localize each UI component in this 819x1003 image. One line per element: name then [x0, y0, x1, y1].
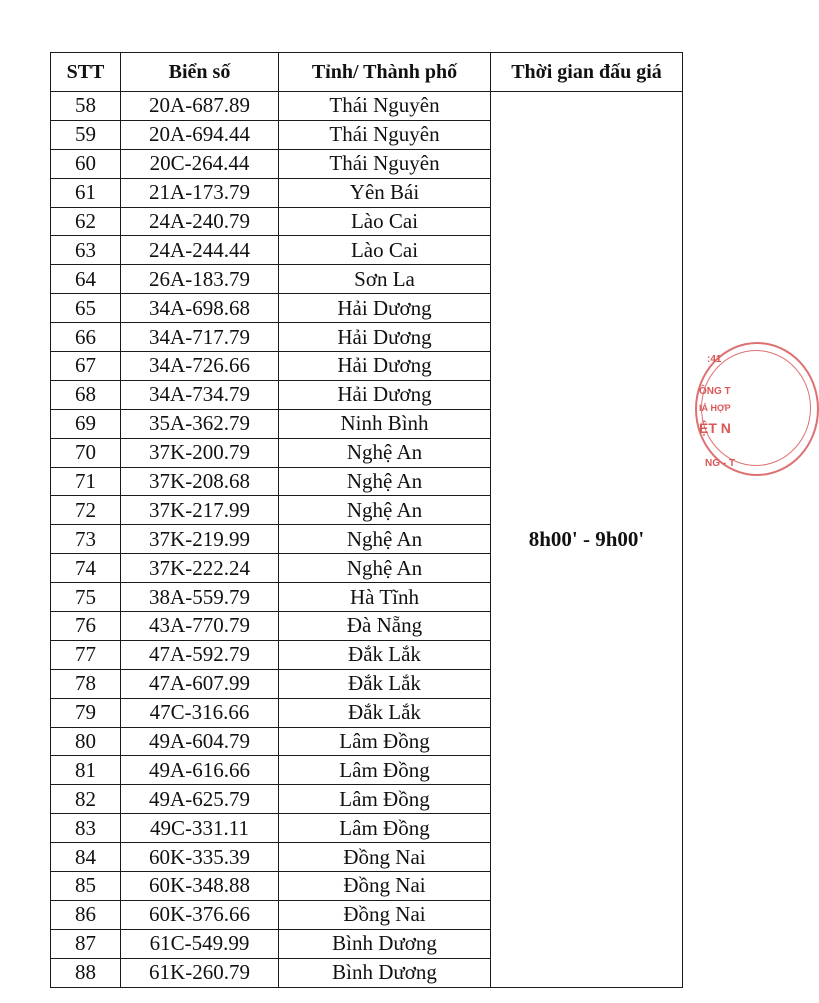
- row-province: Đắk Lắk: [279, 640, 491, 669]
- row-province: Hải Dương: [279, 323, 491, 352]
- row-stt: 74: [51, 554, 121, 583]
- row-stt: 76: [51, 612, 121, 641]
- row-stt: 62: [51, 207, 121, 236]
- row-plate: 34A-726.66: [121, 352, 279, 381]
- row-stt: 67: [51, 352, 121, 381]
- row-plate: 20C-264.44: [121, 149, 279, 178]
- table-header-row: [51, 53, 683, 92]
- row-province: Lâm Đồng: [279, 814, 491, 843]
- header-auction-time: Thời gian đấu giá: [491, 53, 683, 92]
- row-province: Hải Dương: [279, 294, 491, 323]
- row-stt: 73: [51, 525, 121, 554]
- row-plate: 34A-698.68: [121, 294, 279, 323]
- stamp-text: ÔNG T: [699, 386, 731, 397]
- stamp-text: :41: [707, 354, 722, 365]
- row-plate: 37K-208.68: [121, 467, 279, 496]
- row-plate: 35A-362.79: [121, 409, 279, 438]
- row-plate: 60K-335.39: [121, 843, 279, 872]
- row-province: Đồng Nai: [279, 843, 491, 872]
- stamp-text: ỆT N: [699, 420, 731, 436]
- row-province: Đồng Nai: [279, 900, 491, 929]
- row-stt: 59: [51, 120, 121, 149]
- row-stt: 81: [51, 756, 121, 785]
- row-plate: 37K-222.24: [121, 554, 279, 583]
- row-province: Lâm Đồng: [279, 785, 491, 814]
- row-stt: 66: [51, 323, 121, 352]
- row-plate: 49A-616.66: [121, 756, 279, 785]
- row-stt: 80: [51, 727, 121, 756]
- row-plate: 60K-376.66: [121, 900, 279, 929]
- row-stt: 64: [51, 265, 121, 294]
- row-plate: 43A-770.79: [121, 612, 279, 641]
- header-province: Tỉnh/ Thành phố: [279, 53, 491, 92]
- stamp-text: NG - T: [705, 458, 735, 469]
- row-province: Lâm Đồng: [279, 756, 491, 785]
- row-stt: 68: [51, 380, 121, 409]
- row-stt: 83: [51, 814, 121, 843]
- row-plate: 60K-348.88: [121, 872, 279, 901]
- header-stt: STT: [51, 53, 121, 92]
- row-province: Nghệ An: [279, 467, 491, 496]
- row-province: Nghệ An: [279, 525, 491, 554]
- row-province: Đắk Lắk: [279, 669, 491, 698]
- row-stt: 86: [51, 900, 121, 929]
- row-plate: 47C-316.66: [121, 698, 279, 727]
- row-stt: 85: [51, 872, 121, 901]
- row-stt: 87: [51, 929, 121, 958]
- row-stt: 72: [51, 496, 121, 525]
- row-province: Thái Nguyên: [279, 149, 491, 178]
- row-province: Đắk Lắk: [279, 698, 491, 727]
- row-province: Bình Dương: [279, 958, 491, 987]
- row-province: Lâm Đồng: [279, 727, 491, 756]
- row-plate: 47A-592.79: [121, 640, 279, 669]
- row-province: Thái Nguyên: [279, 92, 491, 121]
- row-plate: 34A-717.79: [121, 323, 279, 352]
- row-plate: 26A-183.79: [121, 265, 279, 294]
- row-province: Nghệ An: [279, 438, 491, 467]
- row-province: Thái Nguyên: [279, 120, 491, 149]
- row-province: Hải Dương: [279, 352, 491, 381]
- row-stt: 61: [51, 178, 121, 207]
- row-plate: 37K-219.99: [121, 525, 279, 554]
- row-plate: 61K-260.79: [121, 958, 279, 987]
- row-stt: 82: [51, 785, 121, 814]
- auction-plate-table: [50, 52, 683, 988]
- row-stt: 70: [51, 438, 121, 467]
- row-plate: 38A-559.79: [121, 583, 279, 612]
- row-stt: 69: [51, 409, 121, 438]
- row-plate: 20A-687.89: [121, 92, 279, 121]
- row-stt: 75: [51, 583, 121, 612]
- row-province: Hà Tĩnh: [279, 583, 491, 612]
- row-plate: 21A-173.79: [121, 178, 279, 207]
- row-province: Yên Bái: [279, 178, 491, 207]
- row-plate: 49C-331.11: [121, 814, 279, 843]
- row-stt: 88: [51, 958, 121, 987]
- row-stt: 60: [51, 149, 121, 178]
- row-province: Lào Cai: [279, 236, 491, 265]
- row-plate: 34A-734.79: [121, 380, 279, 409]
- header-plate: Biển số: [121, 53, 279, 92]
- row-province: Nghệ An: [279, 496, 491, 525]
- row-stt: 58: [51, 92, 121, 121]
- row-province: Hải Dương: [279, 380, 491, 409]
- row-province: Nghệ An: [279, 554, 491, 583]
- row-stt: 65: [51, 294, 121, 323]
- row-province: Sơn La: [279, 265, 491, 294]
- row-province: Đồng Nai: [279, 872, 491, 901]
- row-plate: 47A-607.99: [121, 669, 279, 698]
- row-stt: 79: [51, 698, 121, 727]
- row-province: Đà Nẵng: [279, 612, 491, 641]
- row-plate: 49A-625.79: [121, 785, 279, 814]
- row-province: Ninh Bình: [279, 409, 491, 438]
- row-plate: 24A-244.44: [121, 236, 279, 265]
- row-plate: 24A-240.79: [121, 207, 279, 236]
- row-stt: 84: [51, 843, 121, 872]
- row-province: Lào Cai: [279, 207, 491, 236]
- row-plate: 49A-604.79: [121, 727, 279, 756]
- row-province: Bình Dương: [279, 929, 491, 958]
- row-plate: 61C-549.99: [121, 929, 279, 958]
- row-stt: 77: [51, 640, 121, 669]
- table-row: [51, 92, 683, 121]
- auction-time-value: 8h00' - 9h00': [491, 92, 683, 988]
- red-seal-stamp: [695, 342, 805, 482]
- row-stt: 71: [51, 467, 121, 496]
- row-plate: 37K-200.79: [121, 438, 279, 467]
- row-stt: 63: [51, 236, 121, 265]
- row-plate: 37K-217.99: [121, 496, 279, 525]
- row-plate: 20A-694.44: [121, 120, 279, 149]
- stamp-text: IÁ HỢP: [699, 403, 731, 413]
- row-stt: 78: [51, 669, 121, 698]
- table-body: [51, 92, 683, 988]
